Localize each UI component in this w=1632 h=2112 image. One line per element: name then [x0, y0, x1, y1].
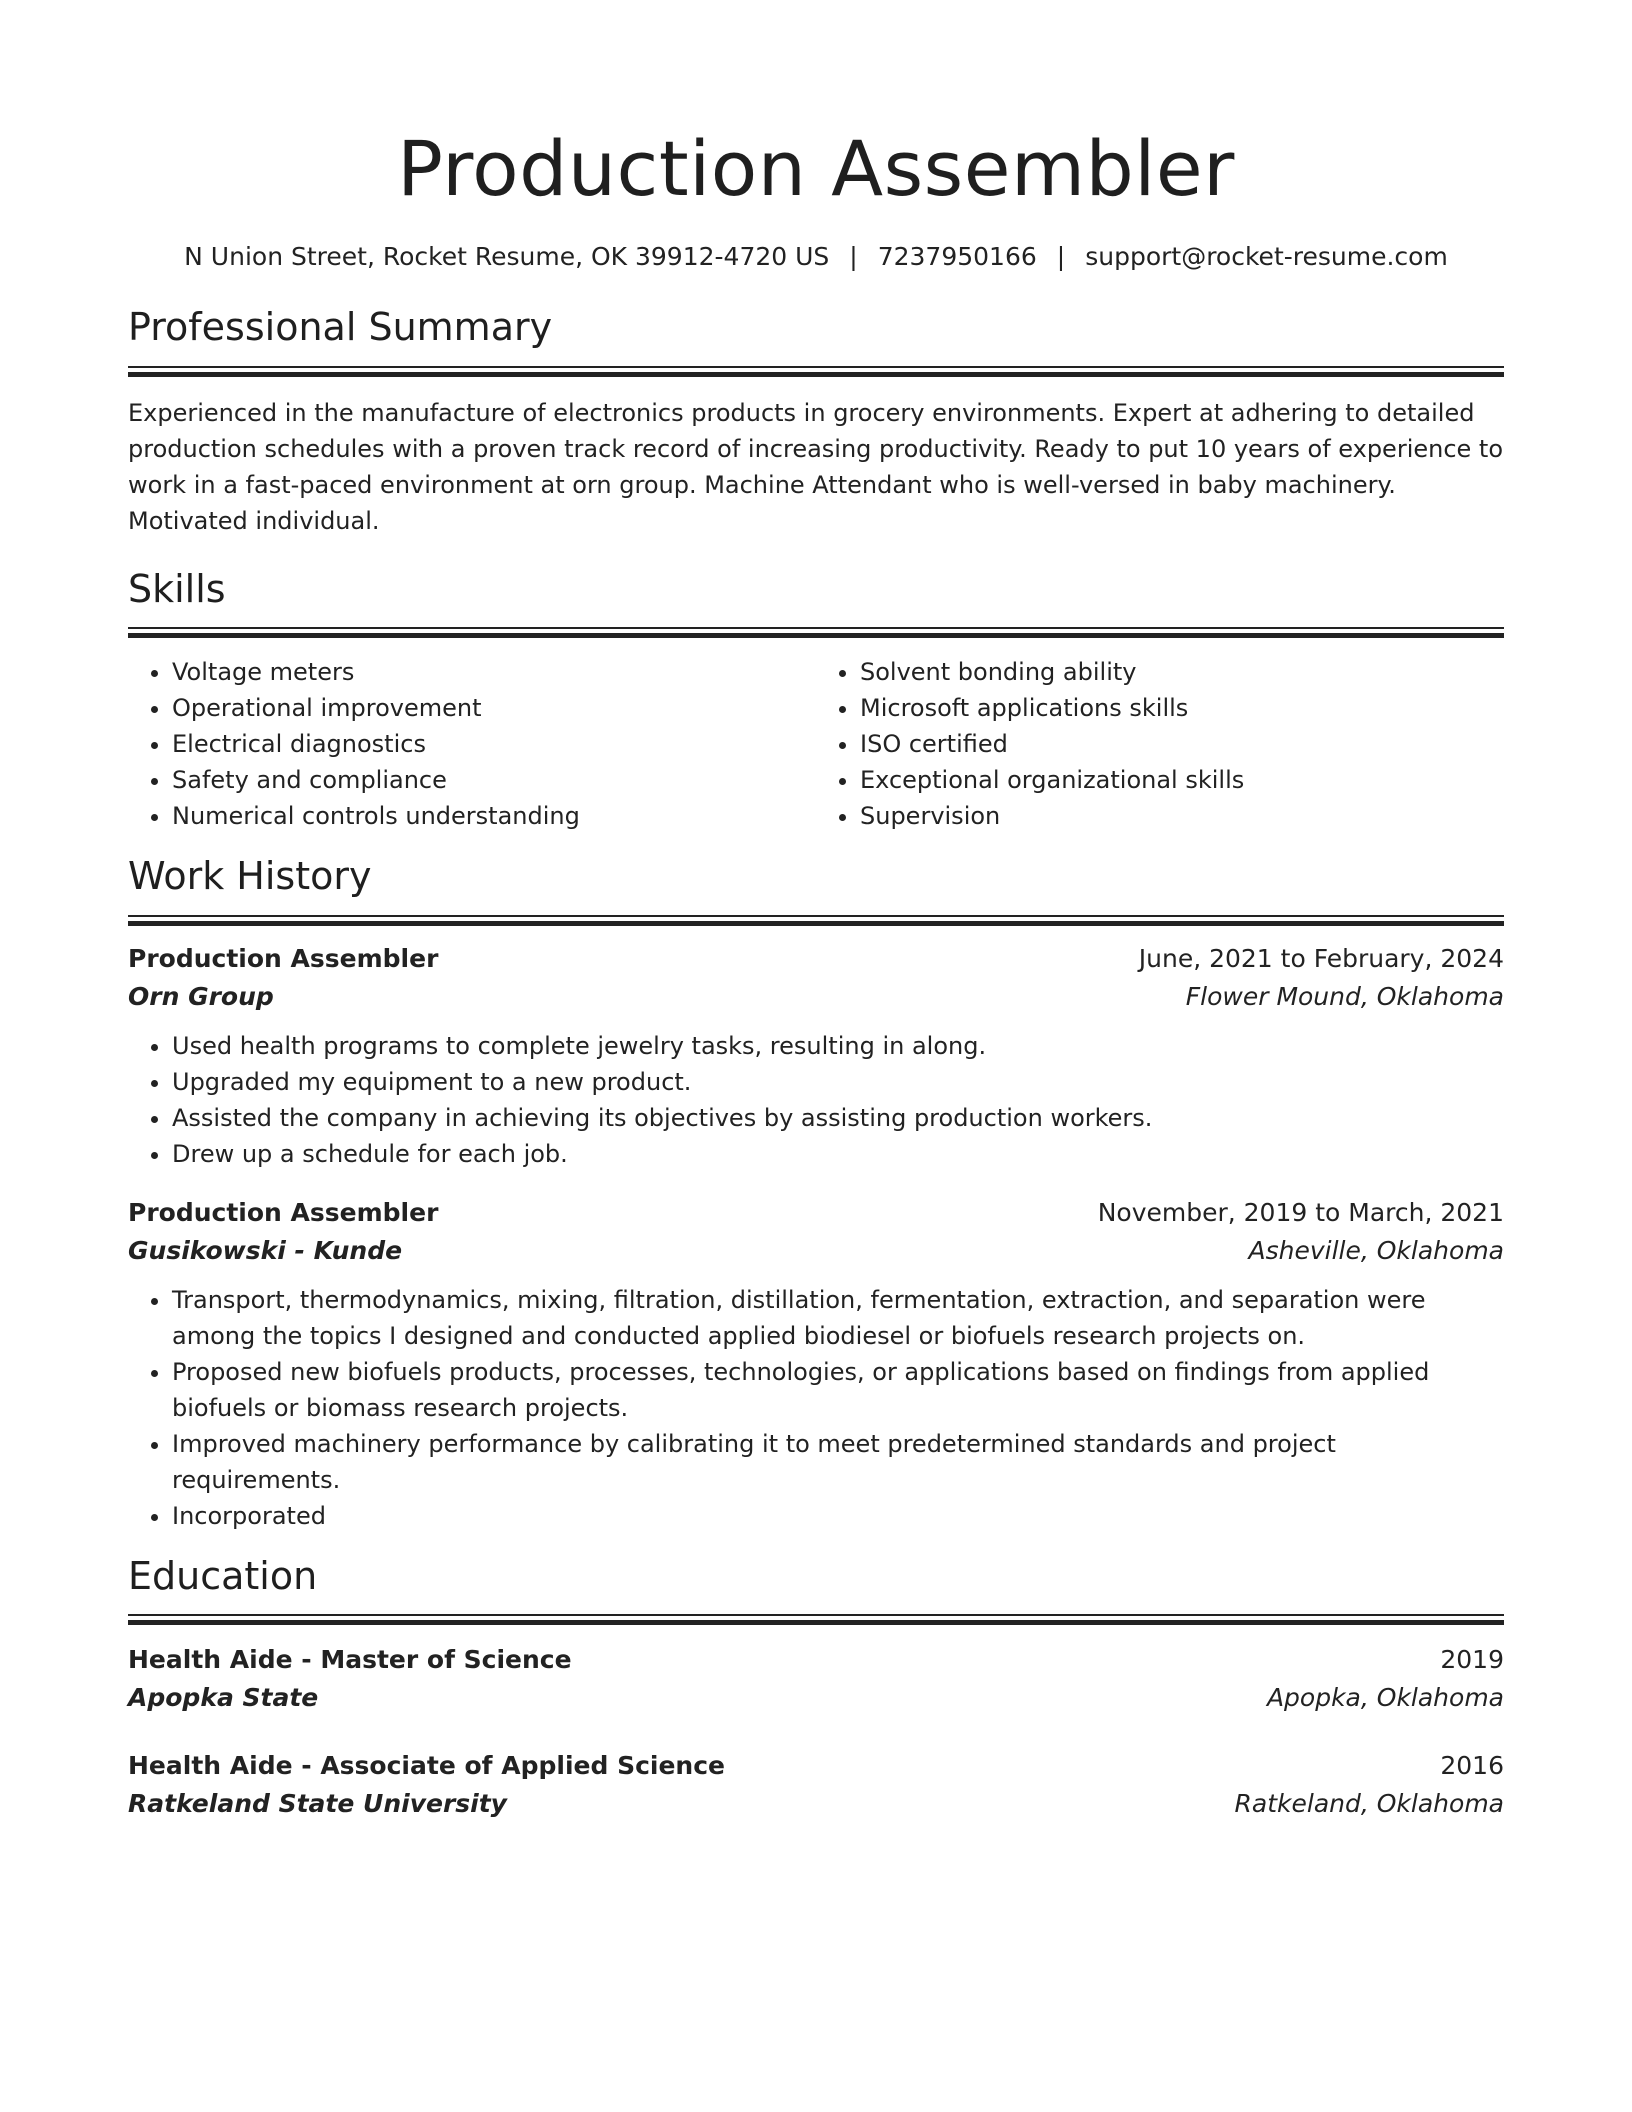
skill-item: • Numerical controls understanding: [172, 798, 816, 834]
summary-section: [128, 305, 1504, 539]
education-year: 2016: [1440, 1751, 1504, 1781]
summary-text: Experienced in the manufacture of electronics products in grocery environments. Expert at adhering to detailed production schedules with a proven track record of increasing productivity. Ready to put 10 years of experience to work in a fast-paced environment at orn group. Machine Attendant who is well-versed in baby machinery. Motivated individual.: [128, 398, 1504, 535]
job-subheader: [128, 978, 1504, 1016]
skill-item: • Safety and compliance: [172, 762, 816, 798]
job-location: Asheville, Oklahoma: [1248, 1235, 1504, 1265]
contact-line: [128, 241, 1504, 274]
job-entry: [128, 940, 1504, 1172]
job-dates: June, 2021 to February, 2024: [1138, 943, 1504, 973]
skills-list-right: [816, 654, 1504, 834]
job-header: [128, 1194, 1504, 1232]
education-location: Apopka, Oklahoma: [1266, 1683, 1504, 1713]
education-heading: Education: [128, 1553, 318, 1598]
job-header: [128, 940, 1504, 978]
education-subheader: [128, 1679, 1504, 1717]
skill-item: • ISO certified: [860, 726, 1504, 762]
skill-item: • Microsoft applications skills: [860, 690, 1504, 726]
skills-heading: Skills: [128, 566, 226, 611]
contact-separator: |: [849, 241, 858, 271]
skills-section: [128, 567, 1504, 835]
section-divider: [128, 627, 1504, 638]
job-bullet: • Incorporated: [172, 1498, 1504, 1534]
job-subheader: [128, 1232, 1504, 1270]
education-entry: [128, 1747, 1504, 1823]
job-bullet: • Used health programs to complete jewelry tasks, resulting in along.: [172, 1028, 1504, 1064]
skill-item: • Solvent bonding ability: [860, 654, 1504, 690]
skill-item: • Supervision: [860, 798, 1504, 834]
skill-item: • Operational improvement: [172, 690, 816, 726]
job-location: Flower Mound, Oklahoma: [1185, 981, 1504, 1011]
education-year: 2019: [1440, 1645, 1504, 1675]
job-bullet: • Drew up a schedule for each job.: [172, 1136, 1504, 1172]
section-divider: [128, 915, 1504, 926]
skill-item: • Exceptional organizational skills: [860, 762, 1504, 798]
contact-phone: 7237950166: [877, 241, 1037, 271]
job-company: Orn Group: [128, 981, 274, 1011]
contact-email: support@rocket-resume.com: [1085, 241, 1448, 271]
education-entry: [128, 1641, 1504, 1717]
work-heading: Work History: [128, 854, 372, 899]
education-degree: Health Aide - Associate of Applied Science: [128, 1751, 725, 1781]
job-dates: November, 2019 to March, 2021: [1097, 1197, 1504, 1227]
education-location: Ratkeland, Oklahoma: [1234, 1789, 1504, 1819]
education-section: [128, 1554, 1504, 1824]
skills-columns: [128, 654, 1504, 834]
education-school: Apopka State: [128, 1683, 319, 1713]
education-header: [128, 1641, 1504, 1679]
skill-item: • Electrical diagnostics: [172, 726, 816, 762]
section-divider: [128, 366, 1504, 377]
contact-separator: |: [1056, 241, 1066, 271]
job-bullet: • Upgraded my equipment to a new product.: [172, 1064, 1504, 1100]
skill-item: • Voltage meters: [172, 654, 816, 690]
education-header: [128, 1747, 1504, 1785]
section-divider: [128, 1614, 1504, 1625]
resume-title: Production Assembler: [397, 124, 1235, 213]
job-entry: [128, 1194, 1504, 1534]
work-section: [128, 854, 1504, 1534]
job-title: Production Assembler: [128, 1197, 439, 1227]
contact-address: N Union Street, Rocket Resume, OK 39912-4720 US: [184, 241, 830, 271]
education-degree: Health Aide - Master of Science: [128, 1645, 572, 1675]
education-subheader: [128, 1785, 1504, 1823]
job-company: Gusikowski - Kunde: [128, 1235, 403, 1265]
job-bullet: • Improved machinery performance by calibrating it to meet predetermined standards and project requirements.: [172, 1426, 1504, 1498]
job-bullets: [128, 1282, 1504, 1534]
job-title: Production Assembler: [128, 943, 439, 973]
job-bullet: • Transport, thermodynamics, mixing, filtration, distillation, fermentation, extraction, and separation were among the topics I designed and conducted applied biodiesel or biofuels research projects on.: [172, 1282, 1504, 1354]
job-bullet: • Proposed new biofuels products, processes, technologies, or applications based on findings from applied biofuels or biomass research projects.: [172, 1354, 1504, 1426]
job-bullets: [128, 1028, 1504, 1172]
education-school: Ratkeland State University: [128, 1789, 507, 1819]
job-bullet: • Assisted the company in achieving its objectives by assisting production workers.: [172, 1100, 1504, 1136]
skills-list-left: [128, 654, 816, 834]
summary-heading: Professional Summary: [128, 305, 553, 350]
